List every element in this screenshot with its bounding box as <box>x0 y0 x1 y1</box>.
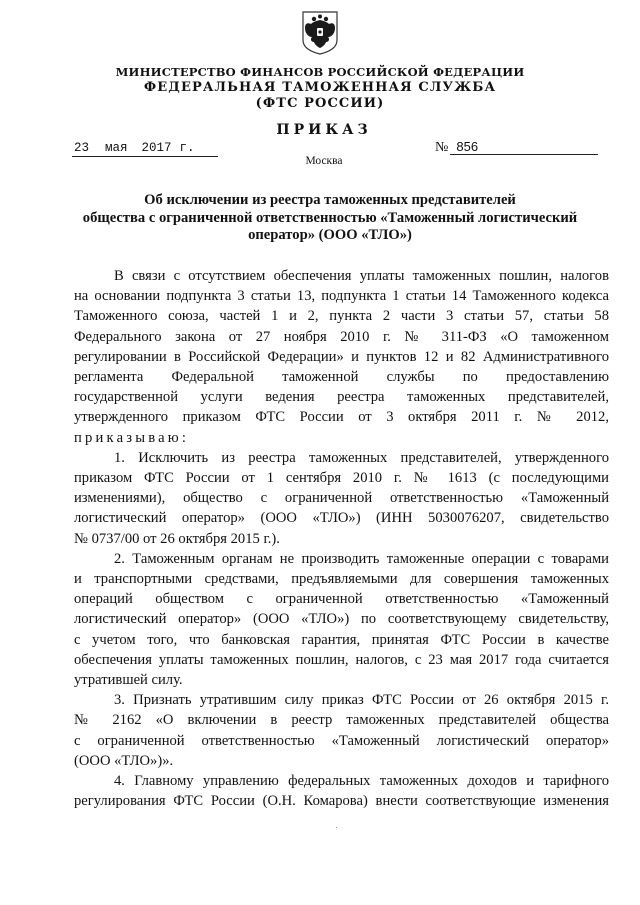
text-line: с учетом того, что банковская гарантия, принятая ФТС России в качестве <box>74 631 609 648</box>
date-suffix: г. <box>179 141 195 155</box>
text-line: с ограниченной ответственностью «Таможенный логистический оператор» <box>74 732 609 749</box>
text-line: 2. Таможенным органам не производить таможенные операции с товарами <box>114 550 609 567</box>
text-line: 4. Главному управлению федеральных таможенных доходов и тарифного <box>114 773 609 790</box>
order-item-1 <box>74 448 609 549</box>
preamble-paragraph <box>74 266 609 448</box>
text-line: № 0737/00 от 26 октября 2015 г.). <box>74 530 280 547</box>
text-line: регулировании в Российской Федерации» и пунктов 12 и 82 Административного <box>74 348 609 365</box>
date-day: 23 <box>74 141 90 155</box>
text-line: и транспортными средствами, предъявляемыми для совершения таможенных <box>74 571 609 588</box>
text-line: приказом ФТС России от 1 сентября 2010 г. № 1613 (с последующими <box>74 470 609 487</box>
text-line: В связи с отсутствием обеспечения уплаты таможенных пошлин, налогов <box>114 268 609 284</box>
number-value: 856 <box>450 139 598 155</box>
subject-line: оператор» (ООО «ТЛО») <box>248 227 412 243</box>
text-line: утвержденного приказом ФТС России от 3 октября 2011 г. № 2012, <box>74 409 609 426</box>
order-word: приказываю: <box>74 429 190 446</box>
text-line: логистический оператор» (ООО «ТЛО») по соответствующему свидетельству, <box>74 611 609 628</box>
text-line: на основании подпункта 3 статьи 13, подпункта 1 статьи 14 Таможенного кодекса <box>74 288 609 305</box>
subject-line: общества с ограниченной ответственностью «Таможенный логистический <box>82 209 578 226</box>
order-item-4 <box>74 771 609 811</box>
text-line: государственной услуги ведения реестра таможенных представителей, <box>74 389 609 406</box>
text-line: изменениями), общество с ограниченной ответственностью «Таможенный <box>74 490 609 507</box>
text-line: логистический оператор» (ООО «ТЛО») (ИНН 5030076207, свидетельство <box>74 510 609 527</box>
service-name: ФЕДЕРАЛЬНАЯ ТАМОЖЕННАЯ СЛУЖБА <box>143 80 497 95</box>
text-line: утратившей силу. <box>74 672 183 689</box>
text-line: 1. Исключить из реестра таможенных представителей, утвержденного <box>114 449 609 466</box>
text-line: (ООО «ТЛО»)». <box>74 752 174 769</box>
text-line: регламента Федеральной таможенной службы по предоставлению <box>74 369 609 386</box>
ministry-name: МИНИСТЕРСТВО ФИНАНСОВ РОССИЙСКОЙ ФЕДЕРАЦИИ <box>115 65 525 79</box>
scan-artifact <box>336 827 337 828</box>
order-item-2 <box>74 549 609 690</box>
date-year: 2017 <box>141 141 172 155</box>
order-subject <box>60 192 600 245</box>
text-line: Федерального закона от 27 ноября 2010 г. № 311-ФЗ «О таможенном <box>74 328 609 345</box>
date-month: мая <box>105 141 128 155</box>
text-line: Таможенного союза, частей 1 и 2, пункта 2 части 3 статьи 57, статьи 58 <box>74 308 609 325</box>
text-line: операций обществом с ограниченной ответственностью «Таможенный <box>74 591 609 608</box>
text-line: обеспечения уплаты таможенных пошлин, налогов, с 23 мая 2017 года считается <box>74 651 609 668</box>
issue-city: Москва <box>305 155 343 167</box>
coat-of-arms-icon <box>301 10 339 56</box>
text-line: № 2162 «О включении в реестр таможенных представителей общества <box>74 712 609 729</box>
order-number <box>435 139 598 156</box>
document-type-title: ПРИКАЗ <box>276 122 372 138</box>
order-body <box>74 266 609 811</box>
text-line: регулирования ФТС России (О.Н. Комарова) внести соответствующие изменения <box>74 793 609 810</box>
subject-line: Об исключении из реестра таможенных представителей <box>144 192 516 208</box>
order-item-3 <box>74 690 609 771</box>
text-line: 3. Признать утратившим силу приказ ФТС России от 26 октября 2015 г. <box>114 692 609 709</box>
number-sign: № <box>435 140 449 155</box>
service-abbreviation: (ФТС РОССИИ) <box>255 96 385 111</box>
